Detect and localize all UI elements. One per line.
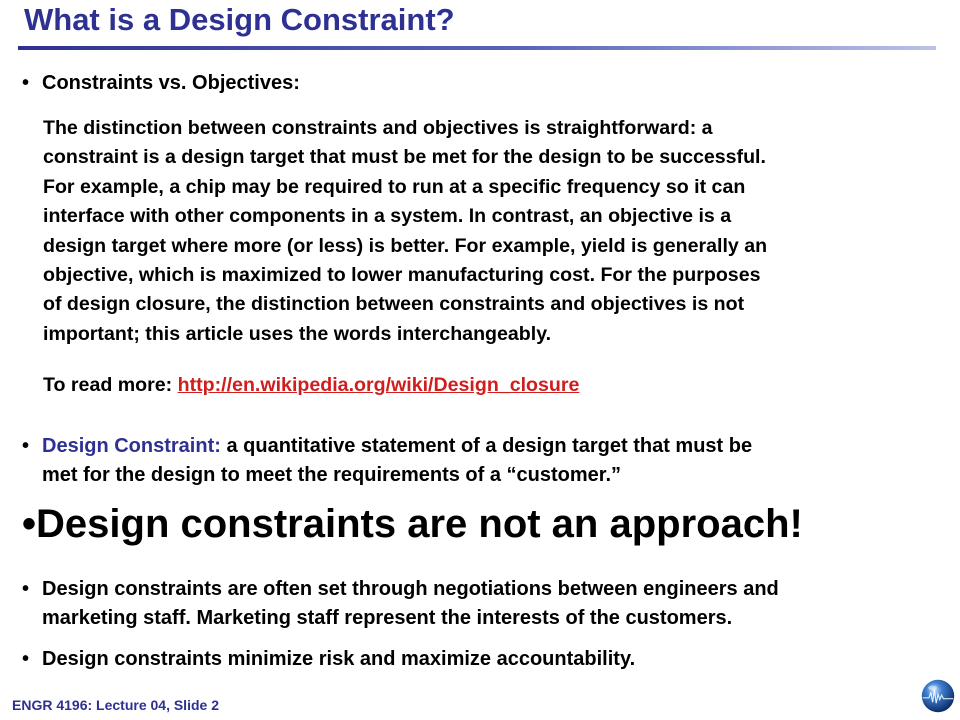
distinction-paragraph xyxy=(43,114,943,349)
negotiations-line: marketing staff. Marketing staff represent the interests of the customers. xyxy=(42,607,733,629)
definition-line-2: met for the design to meet the requirements of a “customer.” xyxy=(42,464,622,486)
read-more xyxy=(43,374,579,397)
definition-text xyxy=(42,432,752,490)
paragraph-line: constraint is a design target that must be met for the design to be successful. xyxy=(43,146,766,169)
bullet-heading: Constraints vs. Objectives: xyxy=(42,72,300,94)
definition-line-1: a quantitative statement of a design target that must be xyxy=(220,435,753,457)
paragraph-line: of design closure, the distinction between constraints and objectives is not xyxy=(43,293,745,316)
title-divider xyxy=(18,46,936,50)
bullet-marker: • xyxy=(22,502,37,546)
paragraph-line: objective, which is maximized to lower manufacturing cost. For the purposes xyxy=(43,264,761,287)
bullet-marker: • xyxy=(22,72,30,94)
paragraph-line: design target where more (or less) is better. For example, yield is generally an xyxy=(43,234,768,257)
read-more-label: To read more: xyxy=(43,374,173,396)
wikipedia-link[interactable]: http://en.wikipedia.org/wiki/Design_closure xyxy=(177,374,580,396)
negotiations-text xyxy=(42,575,779,633)
paragraph-line: The distinction between constraints and objectives is straightforward: a xyxy=(43,117,713,139)
paragraph-line: interface with other components in a system. In contrast, an objective is a xyxy=(43,205,732,228)
risk-text: Design constraints minimize risk and maximize accountability. xyxy=(42,648,636,670)
bullet-marker: • xyxy=(22,435,30,457)
slide-footer: ENGR 4196: Lecture 04, Slide 2 xyxy=(12,697,219,713)
bullet-marker: • xyxy=(22,648,30,670)
negotiations-line: Design constraints are often set through negotiations between engineers and xyxy=(42,578,779,600)
emphasis-text: Design constraints are not an approach! xyxy=(36,502,803,546)
emphasis-statement xyxy=(22,502,803,547)
slide-title: What is a Design Constraint? xyxy=(24,2,455,37)
bullet-marker: • xyxy=(22,578,30,600)
paragraph-line: For example, a chip may be required to run at a specific frequency so it can xyxy=(43,175,746,198)
paragraph-line: important; this article uses the words interchangeably. xyxy=(43,322,552,345)
globe-icon xyxy=(920,678,956,714)
definition-term: Design Constraint: xyxy=(42,435,221,457)
